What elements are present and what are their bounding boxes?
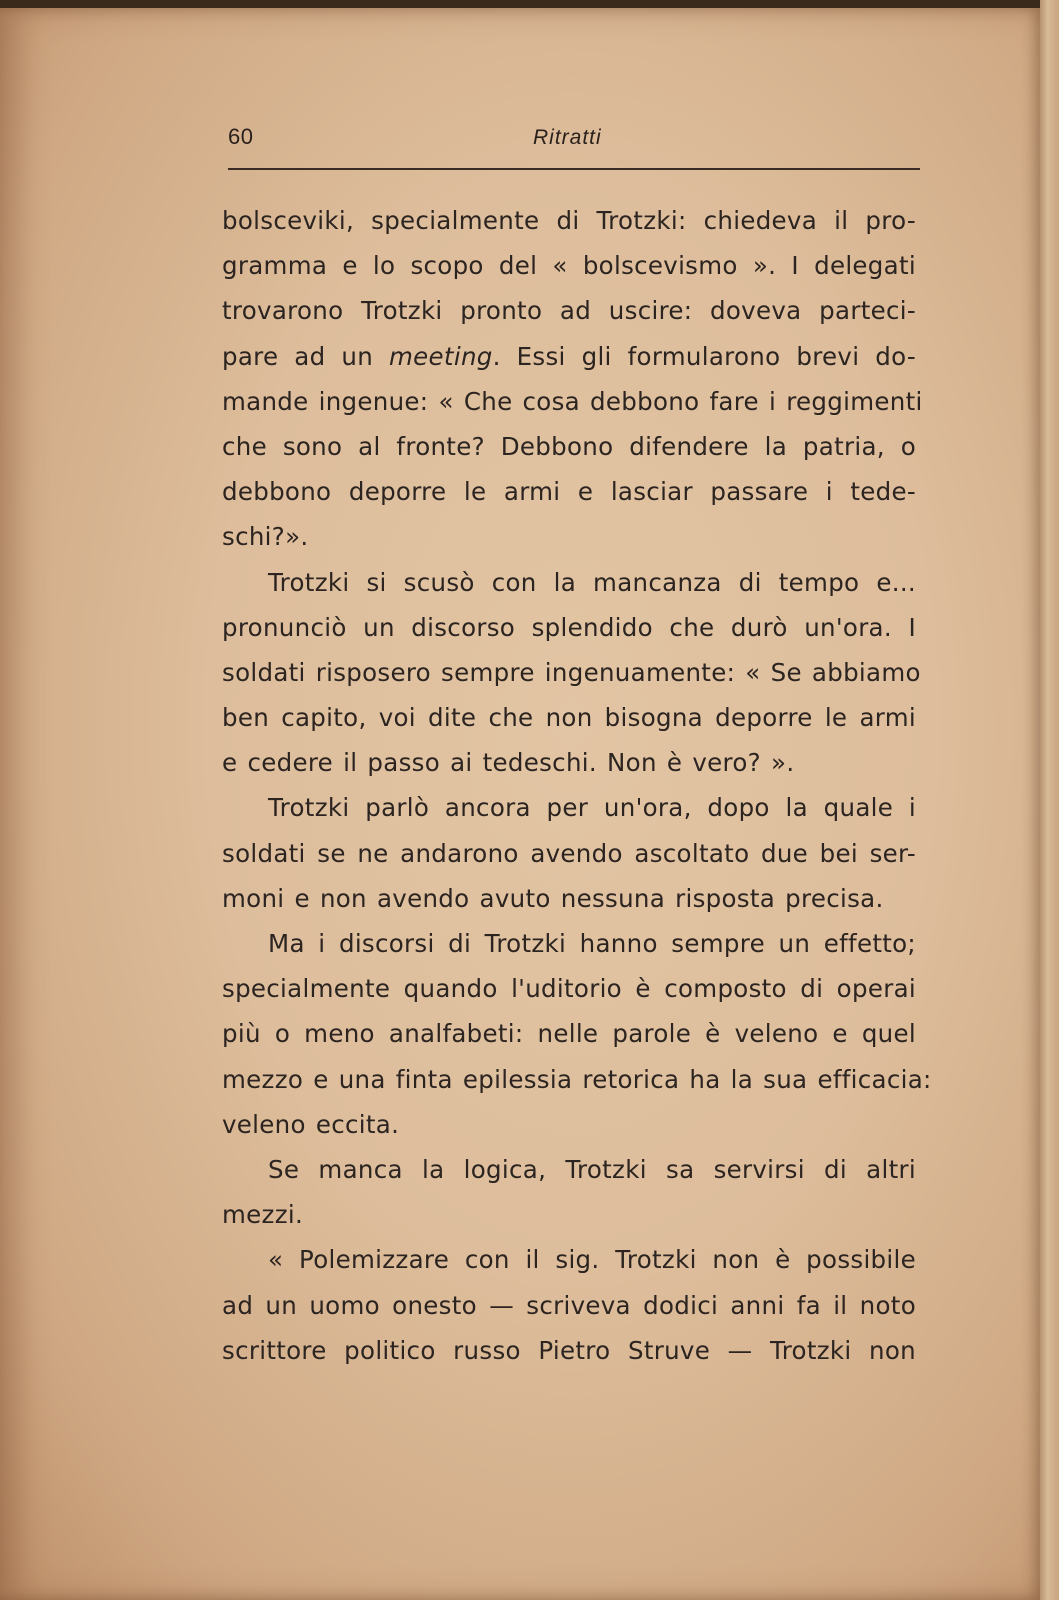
text-line: debbono deporre le armi e lasciar passare i tede- <box>222 477 916 507</box>
paragraph <box>222 921 932 1147</box>
text-line: « Polemizzare con il sig. Trotzki non è possibile <box>268 1245 916 1275</box>
text-line: schi?». <box>222 522 309 552</box>
text-line: Trotzki parlò ancora per un'ora, dopo la quale i <box>268 793 916 823</box>
running-title: Ritratti <box>533 126 602 149</box>
text-line: pare ad un meeting. Essi gli formularono brevi do- <box>222 341 916 371</box>
text-line: che sono al fronte? Debbono difendere la patria, o <box>222 431 916 461</box>
running-head <box>228 120 918 160</box>
paragraph <box>222 1147 916 1237</box>
text-line: Se manca la logica, Trotzki sa servirsi di altri <box>268 1154 916 1184</box>
text-line: gramma e lo scopo del « bolscevismo ». I delegati <box>222 251 916 281</box>
page-number: 60 <box>228 124 254 149</box>
paragraph <box>222 560 921 786</box>
body-text <box>222 198 932 1373</box>
page-edge <box>1040 0 1059 1600</box>
text-line: ben capito, voi dite che non bisogna deporre le armi <box>222 703 916 733</box>
text-line: mezzo e una finta epilessia retorica ha la sua efficacia: <box>222 1064 932 1094</box>
paragraph <box>222 785 916 921</box>
text-line: specialmente quando l'uditorio è composto di operai <box>222 974 916 1004</box>
paragraph <box>222 1237 916 1373</box>
text-line: mezzi. <box>222 1200 304 1230</box>
text-line: più o meno analfabeti: nelle parole è veleno e quel <box>222 1019 916 1049</box>
book-page <box>0 8 1040 1600</box>
text-line: veleno eccita. <box>222 1109 400 1139</box>
text-line: mande ingenue: « Che cosa debbono fare i reggimenti <box>222 386 923 416</box>
text-line: soldati se ne andarono avendo ascoltato due bei ser- <box>222 838 916 868</box>
header-rule <box>228 168 920 170</box>
text-line: e cedere il passo ai tedeschi. Non è vero? ». <box>222 748 795 778</box>
paragraph <box>222 198 923 560</box>
text-line: soldati risposero sempre ingenuamente: « Se abbiamo <box>222 657 921 687</box>
text-line: pronunciò un discorso splendido che durò un'ora. I <box>222 612 916 642</box>
text-line: bolsceviki, specialmente di Trotzki: chiedeva il pro- <box>222 206 916 235</box>
text-line: ad un uomo onesto — scriveva dodici anni fa il noto <box>222 1290 916 1320</box>
italic-word: meeting <box>389 341 493 371</box>
text-line: scrittore politico russo Pietro Struve — Trotzki non <box>222 1335 916 1365</box>
text-line: Trotzki si scusò con la mancanza di tempo e... <box>268 567 916 597</box>
text-line: moni e non avendo avuto nessuna risposta precisa. <box>222 883 884 913</box>
text-line: Ma i discorsi di Trotzki hanno sempre un effetto; <box>268 929 916 958</box>
text-line: trovarono Trotzki pronto ad uscire: doveva parteci- <box>222 296 916 326</box>
